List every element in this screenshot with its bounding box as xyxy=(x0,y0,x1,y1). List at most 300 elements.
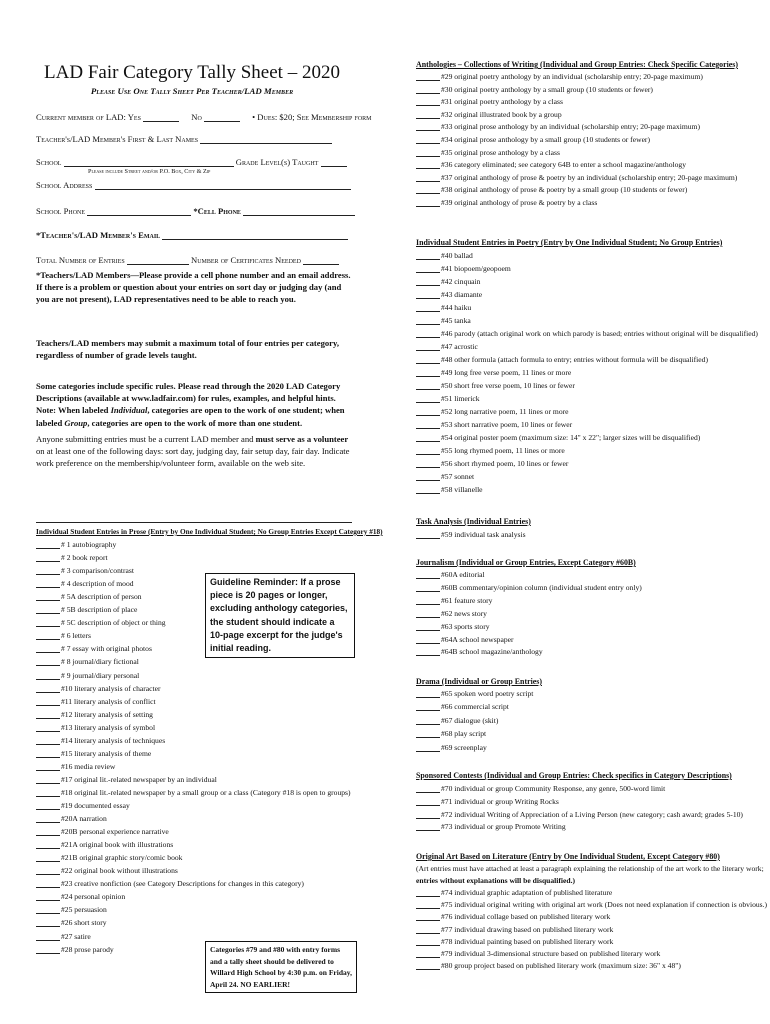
tally-row xyxy=(416,110,562,119)
tally-row xyxy=(36,684,161,693)
tally-row xyxy=(416,446,565,455)
tally-row xyxy=(416,530,526,539)
tally-row xyxy=(36,605,137,614)
tally-row xyxy=(36,710,153,719)
tally-blank[interactable] xyxy=(36,893,60,901)
task-heading: Task Analysis (Individual Entries) xyxy=(416,517,531,526)
tally-blank[interactable] xyxy=(36,802,60,810)
tally-blank[interactable] xyxy=(416,265,440,273)
deadline-box: Categories #79 and #80 with entry forms and a tally sheet should be delivered to Willard High School by 4:30 p.m. on Friday, April 24. NO EARLIER! xyxy=(205,941,357,993)
total-entries-field[interactable] xyxy=(127,255,189,265)
school-phone-label: School Phone xyxy=(36,206,86,216)
yes-field[interactable] xyxy=(143,112,179,122)
category-label: #47 acrostic xyxy=(441,342,478,351)
category-label: #21A original book with illustrations xyxy=(61,840,174,850)
tally-row xyxy=(416,198,597,207)
tally-blank[interactable] xyxy=(416,304,440,312)
tally-blank[interactable] xyxy=(36,724,60,732)
category-label: # 7 essay with original photos xyxy=(61,644,152,654)
grade-field[interactable] xyxy=(321,157,347,167)
tally-row xyxy=(416,702,509,711)
category-label: #17 original lit.-related newspaper by an individual xyxy=(61,774,217,784)
total-entries-label: Total Number of Entries xyxy=(36,255,125,265)
category-label: #55 long rhymed poem, 11 lines or more xyxy=(441,446,565,455)
tally-row xyxy=(416,264,511,273)
tally-blank[interactable] xyxy=(36,815,60,823)
category-label: #16 media review xyxy=(61,761,116,771)
category-label: #65 spoken word poetry script xyxy=(441,689,534,698)
tally-row xyxy=(36,697,156,706)
tally-row xyxy=(416,900,767,909)
category-label: #50 short free verse poem, 10 lines or fewer xyxy=(441,381,575,390)
category-label: #80 group project based on published literary work (maximum size: 36" x 48") xyxy=(441,961,681,971)
school-phone-field[interactable] xyxy=(87,206,191,216)
tally-row xyxy=(416,609,487,618)
category-label: # 6 letters xyxy=(61,631,91,641)
tally-row xyxy=(416,277,480,286)
tally-blank[interactable] xyxy=(416,584,440,592)
tally-blank[interactable] xyxy=(36,946,60,954)
grade-label: Grade Level(s) Taught xyxy=(235,157,319,167)
tally-row xyxy=(36,736,165,745)
tally-row xyxy=(36,879,304,888)
category-label: #25 persuasion xyxy=(61,905,107,915)
tally-row xyxy=(416,368,571,377)
cell-phone-field[interactable] xyxy=(243,206,355,216)
category-label: #70 individual or group Community Response, any genre, 500-word limit xyxy=(441,784,666,793)
category-label: #39 original anthology of prose & poetry by a class xyxy=(441,198,598,207)
school-label: School xyxy=(36,157,62,167)
tally-row xyxy=(416,949,660,958)
teacher-name-row xyxy=(36,134,332,144)
category-label: #24 personal opinion xyxy=(61,892,126,902)
category-label: # 9 journal/diary personal xyxy=(61,670,140,680)
tally-row xyxy=(416,810,743,819)
tally-row xyxy=(36,618,166,627)
no-label: No xyxy=(191,112,202,122)
email-field[interactable] xyxy=(162,230,348,240)
tally-blank[interactable] xyxy=(416,330,440,338)
tally-row xyxy=(416,381,575,390)
journalism-heading: Journalism (Individual or Group Entries, Except Category #60B) xyxy=(416,558,636,567)
tally-blank[interactable] xyxy=(36,554,60,562)
tally-blank[interactable] xyxy=(416,434,440,442)
tally-row xyxy=(36,579,134,588)
tally-blank[interactable] xyxy=(416,174,440,182)
tally-row xyxy=(416,290,482,299)
tally-row xyxy=(36,932,91,941)
tally-row xyxy=(36,801,130,810)
school-address-field[interactable] xyxy=(95,180,351,190)
category-label: #18 original lit.-related newspaper by a small group or a class (Category #18 is open to groups) xyxy=(61,787,351,797)
category-label: #75 individual original writing with original art work (Does not need explanation if connection is obvious.) xyxy=(441,900,768,910)
tally-row xyxy=(36,644,152,653)
tally-row xyxy=(36,553,108,562)
tally-row xyxy=(416,583,642,592)
tally-blank[interactable] xyxy=(416,913,440,921)
tally-blank[interactable] xyxy=(416,730,440,738)
category-label: #45 tanka xyxy=(441,316,471,325)
category-label: #63 sports story xyxy=(441,621,490,631)
category-label: #29 original poetry anthology by an individual (scholarship entry; 20-page maximum) xyxy=(441,72,703,81)
tally-blank[interactable] xyxy=(36,906,60,914)
category-label: #19 documented essay xyxy=(61,801,130,810)
tally-blank[interactable] xyxy=(36,763,60,771)
tally-row xyxy=(416,596,492,605)
divider xyxy=(36,522,352,523)
tally-blank[interactable] xyxy=(36,933,60,941)
category-label: #76 individual collage based on published literary work xyxy=(441,912,611,922)
tally-row xyxy=(36,905,107,914)
category-label: #15 literary analysis of theme xyxy=(61,748,152,758)
tally-blank[interactable] xyxy=(416,382,440,390)
tally-blank[interactable] xyxy=(416,343,440,351)
category-label: #69 screenplay xyxy=(441,742,487,752)
tally-blank[interactable] xyxy=(416,291,440,299)
tally-blank[interactable] xyxy=(416,473,440,481)
category-label: #27 satire xyxy=(61,931,91,941)
tally-blank[interactable] xyxy=(36,580,60,588)
category-label: #41 biopoem/geopoem xyxy=(441,264,511,273)
tally-blank[interactable] xyxy=(416,408,440,416)
tally-row xyxy=(36,892,125,901)
tally-blank[interactable] xyxy=(416,623,440,631)
tally-row xyxy=(416,912,610,921)
tally-blank[interactable] xyxy=(416,531,440,539)
school-row xyxy=(36,157,347,167)
school-field[interactable] xyxy=(64,157,234,167)
tally-blank[interactable] xyxy=(416,317,440,325)
category-label: #43 diamante xyxy=(441,290,483,299)
tally-row xyxy=(416,72,703,81)
category-label: #44 haiku xyxy=(441,303,472,312)
tally-row xyxy=(416,303,471,312)
tally-blank[interactable] xyxy=(416,690,440,698)
tally-row xyxy=(36,631,91,640)
tally-row xyxy=(36,853,182,862)
tally-row xyxy=(36,814,107,823)
tally-row xyxy=(36,657,139,666)
tally-row xyxy=(36,866,178,875)
category-label: #72 individual Writing of Appreciation of a Living Person (new category; cash award; grades 5-10) xyxy=(441,809,743,819)
category-label: #53 short narrative poem, 10 lines or fewer xyxy=(441,420,573,429)
tally-row xyxy=(416,342,478,351)
tally-blank[interactable] xyxy=(36,541,60,549)
membership-row xyxy=(36,112,372,122)
category-label: #58 villanelle xyxy=(441,485,483,494)
category-label: #56 short rhymed poem, 10 lines or fewer xyxy=(441,459,569,468)
category-label: # 8 journal/diary fictional xyxy=(61,657,139,667)
tally-blank[interactable] xyxy=(36,632,60,640)
tally-blank[interactable] xyxy=(416,901,440,909)
category-label: #11 literary analysis of conflict xyxy=(61,696,156,706)
tally-blank[interactable] xyxy=(416,744,440,752)
category-label: #35 original prose anthology by a class xyxy=(441,147,560,157)
tally-row xyxy=(416,85,653,94)
category-label: #66 commercial script xyxy=(441,702,509,712)
tally-blank[interactable] xyxy=(36,828,60,836)
tally-row xyxy=(416,729,486,738)
category-label: #21B original graphic story/comic book xyxy=(61,853,183,863)
category-label: #57 sonnet xyxy=(441,472,475,481)
category-label: #48 other formula (attach formula to entry; entries without formula will be disqualified) xyxy=(441,355,708,364)
tally-row xyxy=(416,420,572,429)
category-label: #46 parody (attach original work on which parody is based; entries without original will be disqualified) xyxy=(441,329,758,338)
category-label: # 3 comparison/contrast xyxy=(61,566,134,576)
category-label: #28 prose parody xyxy=(61,944,114,954)
tally-blank[interactable] xyxy=(416,149,440,157)
tally-row xyxy=(36,671,139,680)
tally-row xyxy=(36,749,151,758)
category-label: #74 individual graphic adaptation of published literature xyxy=(441,888,613,897)
category-label: #64B school magazine/anthology xyxy=(441,647,543,657)
tally-row xyxy=(416,394,480,403)
tally-blank[interactable] xyxy=(36,854,60,862)
tally-blank[interactable] xyxy=(416,823,440,831)
tally-row xyxy=(416,185,687,194)
tally-row xyxy=(416,716,498,725)
tally-blank[interactable] xyxy=(416,703,440,711)
tally-row xyxy=(416,97,563,106)
tally-row xyxy=(416,433,700,442)
category-label: # 2 book report xyxy=(61,553,108,563)
category-label: #34 original prose anthology by a small group (10 students or fewer) xyxy=(441,135,650,144)
certificates-label: Number of Certificates Needed xyxy=(191,255,301,265)
tally-blank[interactable] xyxy=(416,938,440,946)
category-label: #52 long narrative poem, 11 lines or more xyxy=(441,407,569,416)
tally-blank[interactable] xyxy=(416,648,440,656)
tally-row xyxy=(416,251,473,260)
tally-blank[interactable] xyxy=(36,776,60,784)
category-label: #61 feature story xyxy=(441,595,493,605)
tally-blank[interactable] xyxy=(416,421,440,429)
tally-row xyxy=(416,647,543,656)
category-label: #14 literary analysis of techniques xyxy=(61,735,166,745)
tally-row xyxy=(416,689,533,698)
tally-row xyxy=(36,723,155,732)
cell-phone-label: *Cell Phone xyxy=(193,206,241,216)
tally-row xyxy=(36,540,116,549)
tally-row xyxy=(416,925,613,934)
category-label: #22 original book without illustrations xyxy=(61,866,178,876)
certificates-field[interactable] xyxy=(303,255,339,265)
tally-blank[interactable] xyxy=(416,111,440,119)
tally-blank[interactable] xyxy=(416,86,440,94)
tally-row xyxy=(36,592,142,601)
tally-blank[interactable] xyxy=(416,395,440,403)
poetry-heading: Individual Student Entries in Poetry (Entry by One Individual Student; No Group Entries) xyxy=(416,238,723,247)
tally-blank[interactable] xyxy=(416,571,440,579)
tally-blank[interactable] xyxy=(416,252,440,260)
category-label: #79 individual 3-dimensional structure based on published literary work xyxy=(441,949,661,958)
tally-row xyxy=(416,797,559,806)
category-label: #64A school newspaper xyxy=(441,634,514,644)
phone-row xyxy=(36,206,355,216)
tally-row xyxy=(36,840,173,849)
tally-blank[interactable] xyxy=(36,841,60,849)
tally-blank[interactable] xyxy=(416,950,440,958)
tally-row xyxy=(416,173,737,182)
tally-row xyxy=(416,316,471,325)
category-label: #32 original illustrated book by a group xyxy=(441,109,562,119)
guideline-box: Guideline Reminder: If a prose piece is 20 pages or longer, excluding anthology categories, the student should indicate a 10-page excerpt for the judge's initial reading. xyxy=(205,573,355,658)
tally-row xyxy=(416,122,700,131)
tally-row xyxy=(416,622,490,631)
category-label: #13 literary analysis of symbol xyxy=(61,722,156,732)
tally-row xyxy=(416,160,686,169)
school-address-label: School Address xyxy=(36,180,93,190)
tally-row xyxy=(416,937,613,946)
tally-blank[interactable] xyxy=(36,672,60,680)
tally-blank[interactable] xyxy=(36,711,60,719)
entries-row xyxy=(36,255,339,265)
tally-blank[interactable] xyxy=(36,698,60,706)
category-label: # 5A description of person xyxy=(61,592,142,602)
tally-row xyxy=(416,459,568,468)
tally-blank[interactable] xyxy=(36,645,60,653)
tally-blank[interactable] xyxy=(416,447,440,455)
tally-row xyxy=(416,888,612,897)
tally-row xyxy=(416,407,569,416)
tally-blank[interactable] xyxy=(416,717,440,725)
category-label: #54 original poster poem (maximum size: 14" x 22"; larger sizes will be disqualified) xyxy=(441,433,701,442)
teacher-name-label: Teacher's/LAD Member's First & Last Names xyxy=(36,134,199,144)
tally-blank[interactable] xyxy=(36,658,60,666)
tally-row xyxy=(36,827,169,836)
sponsored-heading: Sponsored Contests (Individual and Group Entries: Check specifics in Category Descriptions) xyxy=(416,771,732,780)
tally-row xyxy=(36,566,134,575)
tally-row xyxy=(416,135,650,144)
art-note-1: (Art entries must have attached at least a paragraph explaining the relationship of the art work to the literary work; xyxy=(416,864,764,873)
category-label: #26 short story xyxy=(61,918,107,928)
tally-blank[interactable] xyxy=(416,636,440,644)
tally-blank[interactable] xyxy=(36,750,60,758)
tally-row xyxy=(416,485,483,494)
tally-row xyxy=(36,762,115,771)
tally-row xyxy=(36,788,351,797)
anthologies-heading: Anthologies – Collections of Writing (Individual and Group Entries: Check Specific Categories) xyxy=(416,60,738,69)
category-label: # 4 description of mood xyxy=(61,579,134,589)
tally-blank[interactable] xyxy=(416,278,440,286)
tally-blank[interactable] xyxy=(36,880,60,888)
category-label: #73 individual or group Promote Writing xyxy=(441,822,566,832)
category-label: #36 category eliminated; see category 64B to enter a school magazine/anthology xyxy=(441,160,687,170)
tally-blank[interactable] xyxy=(36,789,60,797)
teacher-name-field[interactable] xyxy=(200,134,332,144)
tally-row xyxy=(36,945,114,954)
dues-label: • Dues: $20; See Membership form xyxy=(252,112,372,122)
tally-blank[interactable] xyxy=(416,486,440,494)
page-title: LAD Fair Category Tally Sheet – 2020 xyxy=(44,62,340,83)
tally-blank[interactable] xyxy=(416,889,440,897)
category-label: #31 original poetry anthology by a class xyxy=(441,97,563,107)
category-label: # 1 autobiography xyxy=(61,540,117,549)
tally-blank[interactable] xyxy=(416,811,440,819)
category-label: #62 news story xyxy=(441,608,487,618)
category-label: #67 dialogue (skit) xyxy=(441,715,499,725)
category-label: #33 original prose anthology by an individual (scholarship entry; 20-page maximum) xyxy=(441,122,700,132)
tally-blank[interactable] xyxy=(416,785,440,793)
drama-heading: Drama (Individual or Group Entries) xyxy=(416,677,542,686)
tally-row xyxy=(416,329,758,338)
tally-blank[interactable] xyxy=(416,610,440,618)
tally-row xyxy=(416,961,681,970)
category-label: #78 individual painting based on published literary work xyxy=(441,936,614,946)
tally-blank[interactable] xyxy=(416,186,440,194)
category-label: # 5B description of place xyxy=(61,605,138,615)
tally-row xyxy=(416,822,566,831)
category-label: #60A editorial xyxy=(441,570,485,579)
category-label: #40 ballad xyxy=(441,251,473,260)
tally-blank[interactable] xyxy=(416,962,440,970)
category-label: #20A narration xyxy=(61,814,107,824)
tally-row xyxy=(416,743,487,752)
school-address-row xyxy=(36,180,351,190)
tally-blank[interactable] xyxy=(416,73,440,81)
category-label: #12 literary analysis of setting xyxy=(61,709,153,719)
art-heading: Original Art Based on Literature (Entry by One Individual Student, Except Category #80) xyxy=(416,852,720,861)
tally-blank[interactable] xyxy=(36,685,60,693)
tally-row xyxy=(36,918,107,927)
tally-blank[interactable] xyxy=(36,867,60,875)
tally-blank[interactable] xyxy=(36,593,60,601)
tally-blank[interactable] xyxy=(36,606,60,614)
tally-row xyxy=(416,784,665,793)
category-label: #42 cinquain xyxy=(441,277,481,286)
tally-blank[interactable] xyxy=(416,123,440,131)
tally-blank[interactable] xyxy=(416,798,440,806)
tally-row xyxy=(416,148,560,157)
category-label: #10 literary analysis of character xyxy=(61,683,161,693)
current-member-label: Current member of LAD: Yes xyxy=(36,112,141,122)
tally-row xyxy=(416,355,708,364)
tally-blank[interactable] xyxy=(416,356,440,364)
category-label: #59 individual task analysis xyxy=(441,530,526,539)
category-label: #60B commentary/opinion column (individual student entry only) xyxy=(441,582,642,592)
tally-blank[interactable] xyxy=(36,619,60,627)
category-label: # 5C description of object or thing xyxy=(61,618,166,628)
tally-blank[interactable] xyxy=(416,199,440,207)
category-label: #38 original anthology of prose & poetry by a small group (10 students or fewer) xyxy=(441,185,688,195)
email-row xyxy=(36,230,348,240)
tally-blank[interactable] xyxy=(416,926,440,934)
tally-row xyxy=(416,635,514,644)
email-label: *Teacher's/LAD Member's Email xyxy=(36,230,161,240)
tally-blank[interactable] xyxy=(416,161,440,169)
no-field[interactable] xyxy=(204,112,240,122)
tally-blank[interactable] xyxy=(416,597,440,605)
tally-blank[interactable] xyxy=(416,460,440,468)
tally-row xyxy=(36,775,217,784)
volunteer-note: Anyone submitting entries must be a current LAD member and must serve as a volunteer on at least one of the following days: sort day, judging day, fair setup day, fair day. Indicate work preference on the membership/volunteer form, available on the web site. xyxy=(36,434,350,469)
contact-note: *Teachers/LAD Members—Please provide a cell phone number and an email address. If there is a problem or question about your entries on sort day or judging day (and you are not present), LAD representatives need to be able to reach you. xyxy=(36,270,351,305)
category-label: #49 long free verse poem, 11 lines or more xyxy=(441,368,572,377)
category-label: #71 individual or group Writing Rocks xyxy=(441,796,559,806)
category-label: #77 individual drawing based on published literary work xyxy=(441,924,614,934)
tally-blank[interactable] xyxy=(416,369,440,377)
tally-row xyxy=(416,472,474,481)
category-label: #23 creative nonfiction (see Category Descriptions for changes in this category) xyxy=(61,879,304,889)
tally-blank[interactable] xyxy=(36,919,60,927)
tally-blank[interactable] xyxy=(36,567,60,575)
art-note-2: entries without explanations will be disqualified.) xyxy=(416,876,576,885)
category-label: #51 limerick xyxy=(441,394,480,403)
tally-blank[interactable] xyxy=(36,737,60,745)
tally-blank[interactable] xyxy=(416,98,440,106)
page-subtitle: Please Use One Tally Sheet Per Teacher/LAD Member xyxy=(90,86,294,96)
tally-blank[interactable] xyxy=(416,136,440,144)
category-label: #68 play script xyxy=(441,729,487,739)
